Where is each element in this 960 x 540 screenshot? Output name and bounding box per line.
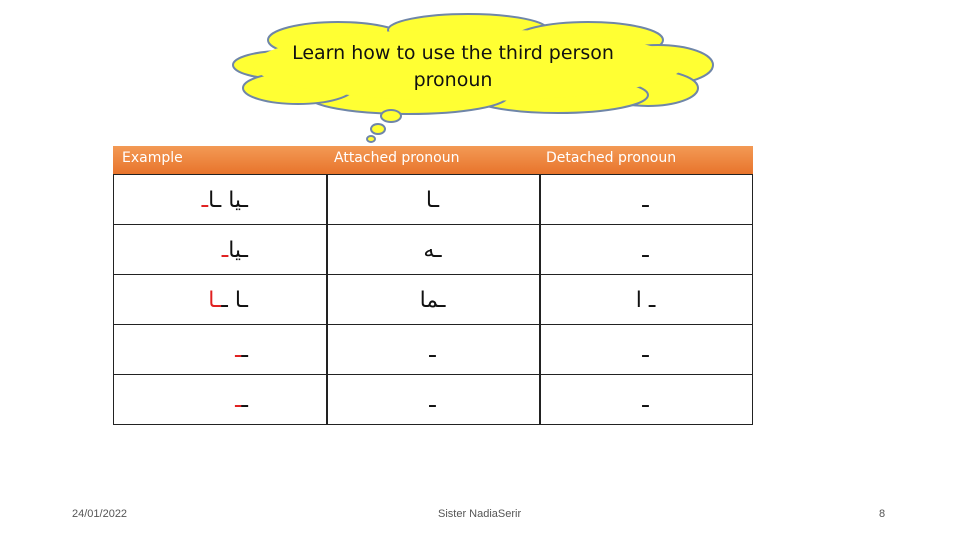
attached-cell: ـما [419,287,446,313]
header-detached-pronoun: Detached pronoun [546,150,677,166]
detached-cell: ـ [642,237,649,263]
example-cell [114,325,326,375]
example-cell [114,375,326,425]
detached-cell: ـ [642,337,649,363]
page-number: 8 [879,508,886,520]
table-row [114,274,752,325]
example-red-letter: ـ [235,387,242,413]
header-attached-pronoun: Attached pronoun [334,150,460,166]
example-text: ـيا ـا [208,187,248,213]
slide-title: Learn how to use the third person pronoun [292,42,614,91]
example-red-letter: ـا [208,287,222,313]
example-red-letter: ـ [221,237,229,263]
table-row [114,174,752,225]
footer-date: 24/01/2022 [72,508,128,520]
attached-cell: ـا [425,187,440,213]
example-text: ـ [241,337,248,363]
example-text: ـيا [228,237,248,263]
table-body [113,174,753,425]
detached-cell: ـ [642,387,649,413]
table-row [114,224,752,275]
table-row [114,374,752,425]
table-row [114,324,752,375]
attached-cell: ـه [423,237,442,263]
footer-author: Sister NadiaSerir [438,508,522,520]
example-red-letter: ـ [235,337,242,363]
detached-cell: ـ ا [635,287,656,313]
example-cell [114,225,326,275]
example-cell [114,175,326,225]
example-text: ـ [241,387,248,413]
header-example: Example [122,150,183,166]
example-text: ـا ـ [221,287,248,313]
table-header [113,146,753,174]
pronoun-table [113,146,753,425]
detached-cell: ـ [642,187,649,213]
attached-cell: ـ [429,337,436,363]
example-red-letter: ـ [201,187,209,213]
example-cell [114,275,326,325]
thought-bubble [228,10,718,145]
attached-cell: ـ [429,387,436,413]
